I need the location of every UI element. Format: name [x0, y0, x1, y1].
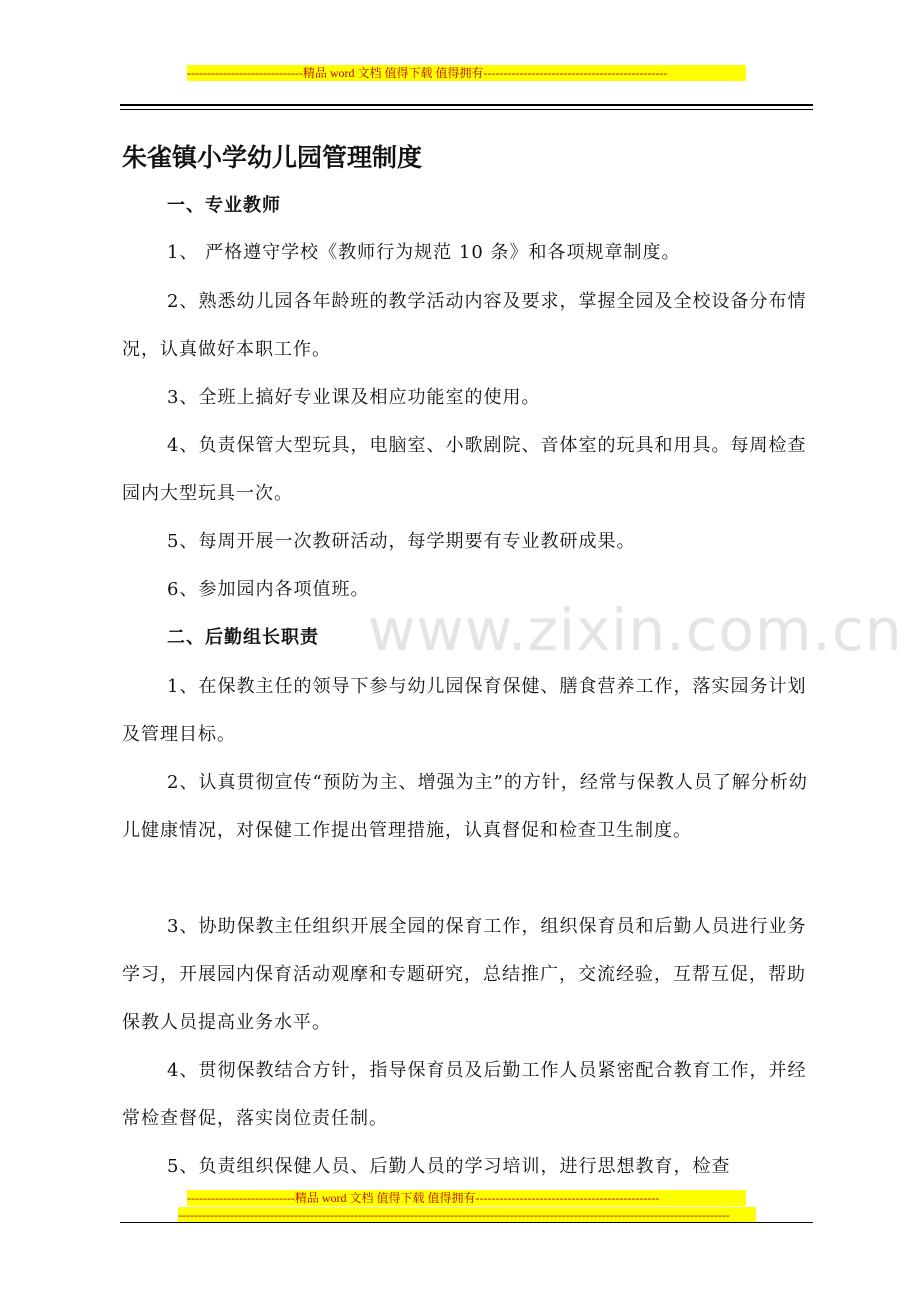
paragraph-item: 2、认真贯彻宣传“预防为主、增强为主”的方针，经常与保教人员了解分析幼儿健康情况，对保健工作提出管理措施，认真督促和检查卫生制度。: [122, 772, 808, 841]
paragraph-item: 1、在保教主任的领导下参与幼儿园保育保健、膳食营养工作，落实园务计划及管理目标。: [122, 676, 807, 745]
paragraph-item: 4、负责保管大型玩具，电脑室、小歌剧院、音体室的玩具和用具。每周检查园内大型玩具一次。: [122, 435, 807, 504]
header-rule-thin: [120, 109, 813, 110]
paragraph-item: 4、贯彻保教结合方针，指导保育员及后勤工作人员紧密配合教育工作，并经常检查督促，落实岗位责任制。: [122, 1060, 807, 1129]
footer-banner-dashes: ------------------------------------------------------------------------------------------------------------------------------------------: [178, 1207, 756, 1223]
paragraph-item: 5、负责组织保健人员、后勤人员的学习培训，进行思想教育，检查: [167, 1156, 731, 1177]
footer-banner: ---------------------------精品 word 文档 值得下载 值得拥有----------------------------------------------: [187, 1190, 746, 1206]
section-heading: 二、后勤组长职责: [167, 627, 319, 648]
section-heading: 一、专业教师: [167, 195, 281, 216]
paragraph-item: 2、熟悉幼儿园各年龄班的教学活动内容及要求，掌握全园及全校设备分布情况，认真做好本职工作。: [122, 291, 807, 360]
page-title: 朱雀镇小学幼儿园管理制度: [122, 143, 423, 172]
paragraph-item: 3、协助保教主任组织开展全园的保育工作，组织保育员和后勤人员进行业务学习，开展园内保育活动观摩和专题研究，总结推广，交流经验，互帮互促，帮助保教人员提高业务水平。: [122, 916, 807, 1033]
header-banner: -----------------------------精品 word 文档 值得下载 值得拥有----------------------------------------------: [187, 65, 746, 81]
header-rule-thick: [120, 104, 813, 106]
watermark: www.zixin.com.cn: [368, 596, 903, 664]
paragraph-item: 3、全班上搞好专业课及相应功能室的使用。: [167, 387, 541, 408]
footer-rule: [120, 1222, 813, 1223]
paragraph-item: 5、每周开展一次教研活动，每学期要有专业教研成果。: [167, 531, 636, 552]
paragraph-item: 1、 严格遵守学校《教师行为规范 10 条》和各项规章制度。: [167, 242, 681, 263]
paragraph-item: 6、参加园内各项值班。: [167, 579, 370, 600]
